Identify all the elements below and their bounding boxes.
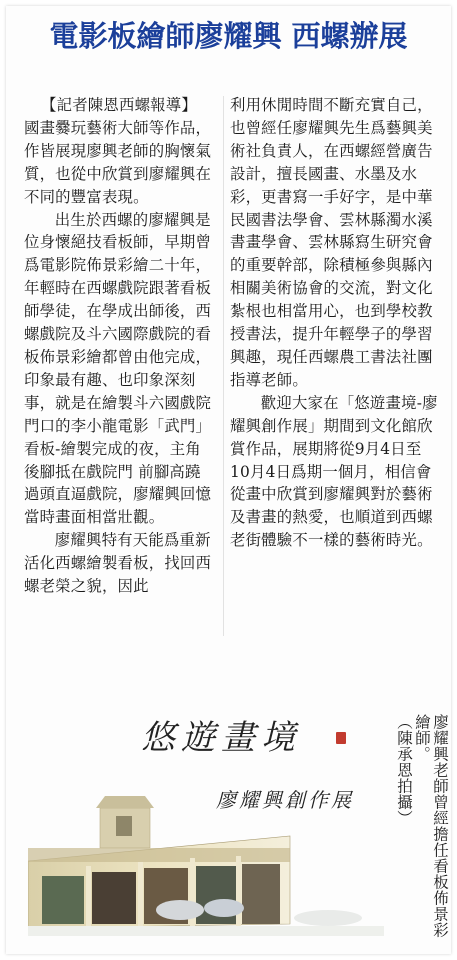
exhibition-subtitle-calligraphy: 廖耀興創作展 <box>216 788 354 812</box>
headline: 電影板繪師廖耀興 西螺辦展 <box>49 19 408 53</box>
exhibition-title-calligraphy: 悠遊畫境 <box>141 718 301 758</box>
caption-text: 廖耀興老師曾經擔任看板佈景彩繪師。 <box>413 714 449 938</box>
red-seal-stamp <box>336 732 346 744</box>
photo-credit: （陳承恩拍攝） <box>395 714 413 826</box>
photo-caption <box>395 714 449 944</box>
paragraph: 廖耀興特有天能爲重新活化西螺繪製看板，找回西螺老榮之貌，因此 <box>24 531 212 596</box>
column-divider <box>223 96 224 636</box>
paragraph: 歡迎大家在「悠遊畫境-廖耀興創作展」期間到文化館欣賞作品，展期將從9月4日至10月4日爲期一個月，相信會從畫中欣賞到廖耀興對於藝術及書畫的熱愛，也順道到西螺老街體驗不一樣的藝術時光。 <box>230 393 438 550</box>
article-column-1 <box>24 94 214 598</box>
byline: 【記者陳恩西螺報導】 <box>41 96 197 114</box>
newspaper-clipping <box>6 6 451 954</box>
paragraph: 國畫爨玩藝術大師等作品，作皆展現廖興老師的胸懷氣質，也從中欣賞到廖耀興在不同的豐富表現。 <box>24 118 212 206</box>
paragraph: 利用休閒時間不斷充實自己，也曾經任廖耀興先生爲藝興美術社負責人，在西螺經營廣告設計，擅長國畫、水墨及水彩，更書寫一手好字，是中華民國書法學會、雲林縣濁水溪書畫學會、雲林縣寫生研究會的重要幹部，除積極參與縣內相關美術協會的交流，對文化紮根也相當用心，也到學校教授書法，提升年輕學子的學習興趣，現任西螺農工書法社團指導老師。 <box>230 96 433 389</box>
article-column-2 <box>230 94 440 552</box>
paragraph: 出生於西螺的廖耀興是位身懷絕技看板師，早期曾爲電影院佈景彩繪二十年，年輕時在西螺戲院跟著看板師學徒，在學成出師後，西螺戲院及斗六國際戲院的看板佈景彩繪都曾由他完成，印象最有趣、也印象深刻事，就是在繪製斗六國戲院門口的李小龍電影「武門」看板-繪製完成的夜，主角後腳抵在戲院門 前腳高蹺過頭直逼戲院，廖耀興回憶當時畫面相當壯觀。 <box>24 210 212 527</box>
